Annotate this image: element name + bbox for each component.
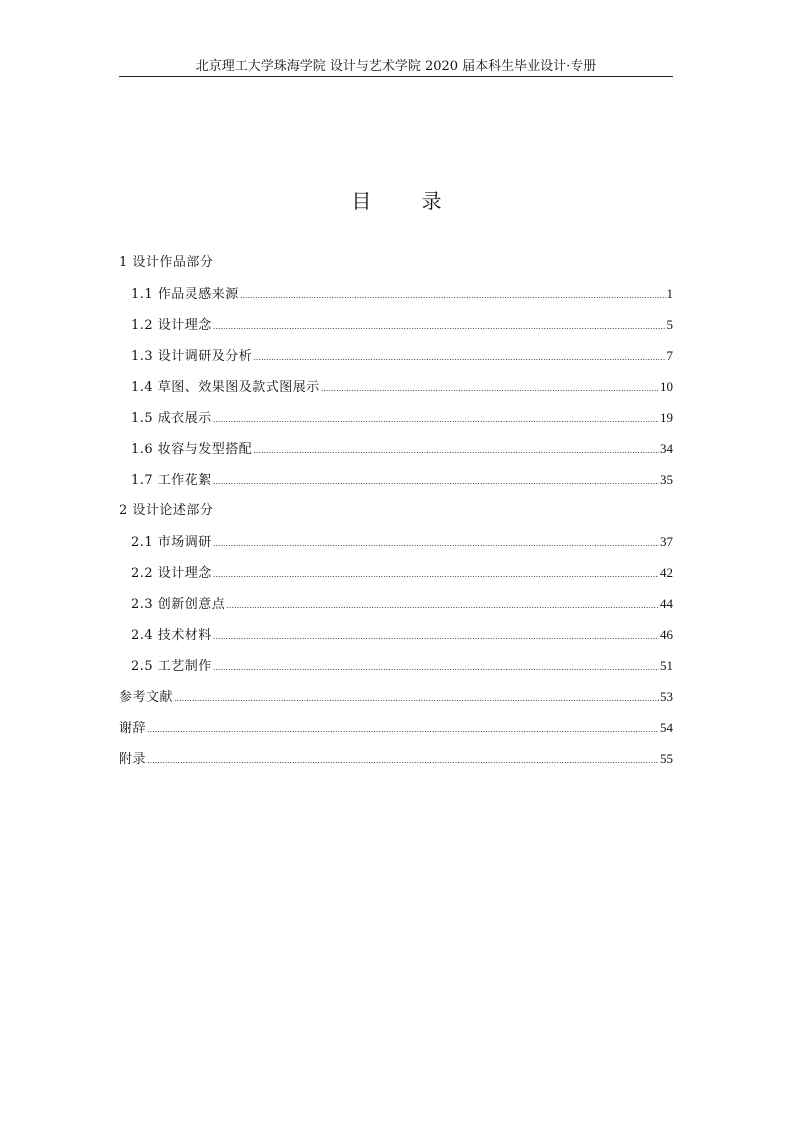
toc-entry[interactable]: [119, 750, 673, 781]
toc-dot-leader: [213, 565, 659, 584]
toc-entry-label: 1.2 设计理念: [131, 318, 212, 333]
toc-entry-page-number: 34: [660, 441, 673, 456]
toc-entry-label: 1.1 作品灵感来源: [131, 287, 239, 302]
toc-entry-label: 2.1 市场调研: [131, 535, 212, 550]
toc-entry-page-number: 51: [660, 658, 673, 673]
toc-entry-page-number: 10: [660, 379, 673, 394]
toc-entry-page-number: 1: [666, 286, 673, 301]
toc-entry-page-number: 7: [666, 348, 673, 363]
toc-entry[interactable]: [119, 626, 673, 657]
toc-dot-leader: [213, 472, 659, 491]
toc-dot-leader: [213, 410, 659, 429]
toc-entry-label: 1.7 工作花絮: [131, 473, 212, 488]
toc-dot-leader: [240, 286, 666, 305]
page-header: 北京理工大学珠海学院 设计与艺术学院 2020 届本科生毕业设计·专册: [195, 59, 597, 74]
toc-dot-leader: [213, 627, 659, 646]
table-of-contents: [119, 254, 673, 781]
toc-entry-label: 附录: [119, 752, 147, 767]
toc-entry[interactable]: [119, 502, 673, 533]
toc-dot-leader: [226, 596, 659, 615]
toc-entry-page-number: 5: [666, 317, 673, 332]
toc-dot-leader: [147, 751, 659, 770]
toc-entry-label: 谢辞: [119, 721, 147, 736]
toc-entry[interactable]: [119, 471, 673, 502]
toc-dot-leader: [253, 348, 665, 367]
page-title: 目 录: [351, 189, 464, 213]
toc-dot-leader: [213, 658, 659, 677]
toc-entry[interactable]: [119, 688, 673, 719]
toc-entry[interactable]: [119, 595, 673, 626]
toc-entry-page-number: 35: [660, 472, 673, 487]
toc-entry[interactable]: [119, 409, 673, 440]
toc-entry-label: 1 设计作品部分: [119, 255, 214, 270]
toc-entry-label: 1.3 设计调研及分析: [131, 349, 253, 364]
toc-entry[interactable]: [119, 316, 673, 347]
toc-entry-label: 2 设计论述部分: [119, 503, 214, 518]
toc-dot-leader: [253, 441, 659, 460]
toc-entry-label: 1.4 草图、效果图及款式图展示: [131, 380, 320, 395]
toc-dot-leader: [213, 534, 659, 553]
toc-entry-page-number: 55: [660, 751, 673, 766]
toc-entry-label: 1.6 妆容与发型搭配: [131, 442, 253, 457]
toc-dot-leader: [174, 689, 659, 708]
toc-entry[interactable]: [119, 533, 673, 564]
toc-entry-label: 1.5 成衣展示: [131, 411, 212, 426]
header-rule: [119, 76, 673, 77]
toc-entry[interactable]: [119, 347, 673, 378]
toc-dot-leader: [147, 720, 659, 739]
toc-dot-leader: [321, 379, 659, 398]
toc-entry-label: 2.4 技术材料: [131, 628, 212, 643]
toc-entry-page-number: 44: [660, 596, 673, 611]
toc-entry-label: 参考文献: [119, 690, 174, 705]
toc-entry[interactable]: [119, 657, 673, 688]
toc-entry-label: 2.3 创新创意点: [131, 597, 226, 612]
toc-entry[interactable]: [119, 440, 673, 471]
toc-entry-page-number: 53: [660, 689, 673, 704]
toc-entry-page-number: 46: [660, 627, 673, 642]
toc-entry[interactable]: [119, 254, 673, 285]
toc-entry-page-number: 54: [660, 720, 673, 735]
toc-entry[interactable]: [119, 285, 673, 316]
toc-entry-page-number: 19: [660, 410, 673, 425]
toc-entry-page-number: 37: [660, 534, 673, 549]
toc-entry[interactable]: [119, 378, 673, 409]
toc-entry-label: 2.2 设计理念: [131, 566, 212, 581]
toc-entry[interactable]: [119, 719, 673, 750]
toc-entry-page-number: 42: [660, 565, 673, 580]
toc-entry-label: 2.5 工艺制作: [131, 659, 212, 674]
toc-dot-leader: [213, 317, 666, 336]
toc-entry[interactable]: [119, 564, 673, 595]
